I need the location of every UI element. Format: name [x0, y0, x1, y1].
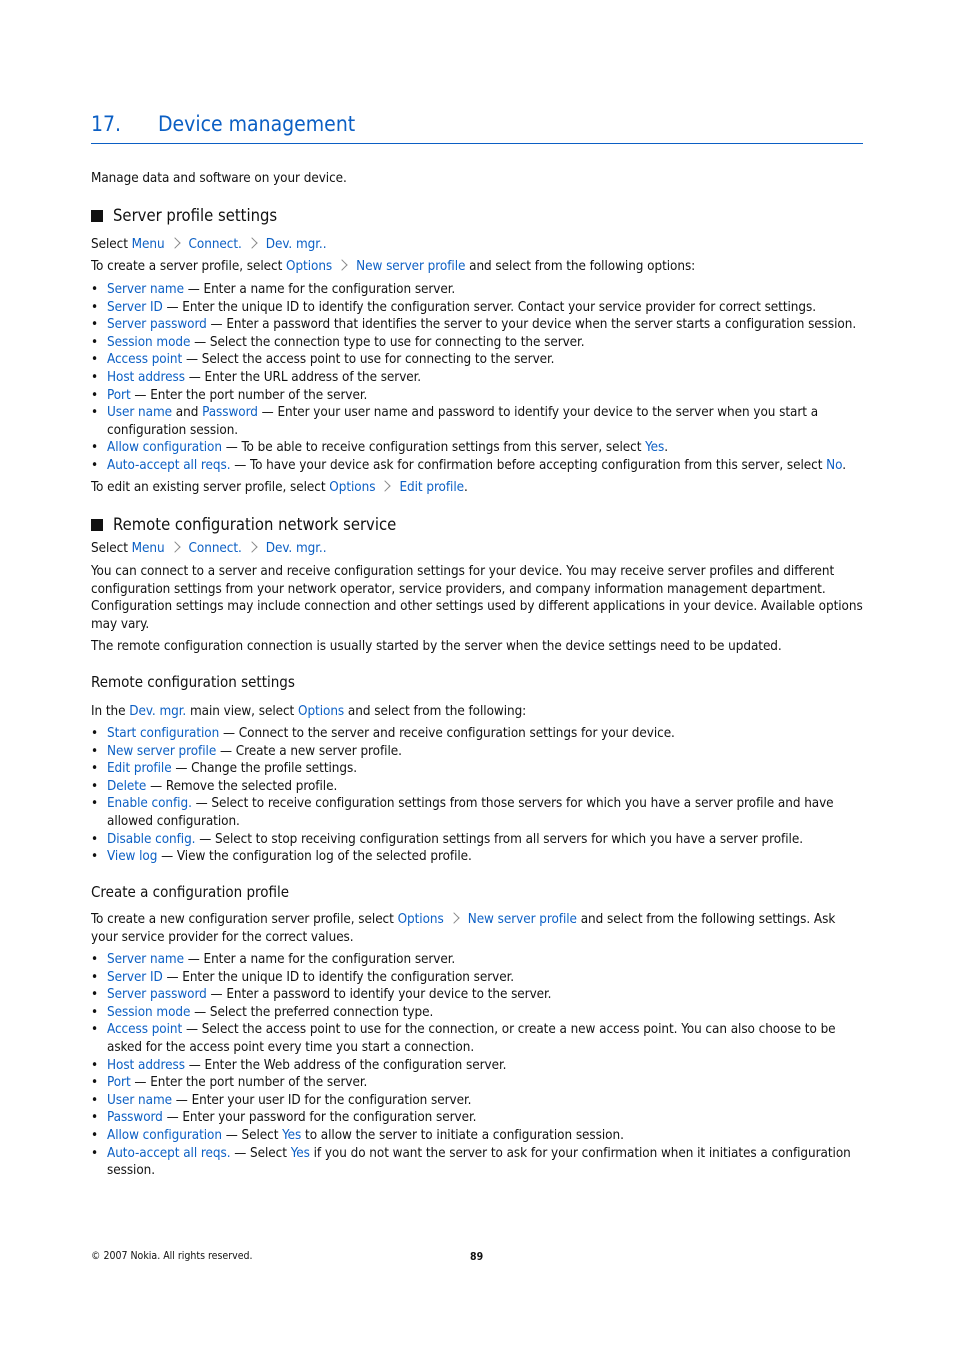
list-item: • Access point — Select the access point to use for connecting to the server. — [91, 351, 863, 369]
nav-path: Select Menu Connect. Dev. mgr.. — [91, 541, 327, 556]
remote-settings-list — [91, 725, 863, 866]
server-profile-options-list — [91, 281, 863, 475]
section-bullet-square — [91, 519, 103, 531]
list-item: • Port — Enter the port number of the server. — [91, 387, 863, 405]
connect-link[interactable]: Connect. — [188, 237, 242, 252]
list-item: • Server ID — Enter the unique ID to identify the configuration server. Contact your service provider for correct settings. — [91, 299, 863, 317]
section-bullet-square — [91, 210, 103, 222]
page-number: 89 — [470, 1251, 484, 1263]
list-item: • Access point — Select the access point to use for the connection, or create a new access point. You can also choose to be asked for the access point every time you start a connection. — [91, 1021, 863, 1056]
dev-mgr-link[interactable]: Dev. mgr. — [129, 704, 187, 719]
create-config-list — [91, 951, 863, 1180]
options-link[interactable]: Options — [298, 704, 345, 719]
list-item: • Auto-accept all reqs. — To have your device ask for confirmation before accepting configuration from this server, select No. — [91, 457, 863, 475]
create-profile-instruction: To create a server profile, select Options New server profile and select from the following options: — [91, 259, 696, 274]
options-link[interactable]: Options — [286, 259, 333, 274]
list-item: • Server name — Enter a name for the configuration server. — [91, 951, 863, 969]
list-item: • Port — Enter the port number of the server. — [91, 1074, 863, 1092]
list-item: • Enable config. — Select to receive configuration settings from those servers for which you have a server profile and have allowed configuration. — [91, 795, 863, 830]
new-server-profile-link[interactable]: New server profile — [356, 259, 466, 274]
options-link[interactable]: Options — [329, 480, 376, 495]
list-item: • Server password — Enter a password that identifies the server to your device when the server starts a configuration session. — [91, 316, 863, 334]
list-item: • Server name — Enter a name for the configuration server. — [91, 281, 863, 299]
menu-link[interactable]: Menu — [131, 541, 165, 556]
dev-mgr-link[interactable]: Dev. mgr.. — [265, 541, 327, 556]
connect-link[interactable]: Connect. — [188, 541, 242, 556]
section-heading-server-profile: Server profile settings — [91, 206, 863, 225]
remote-settings-intro: In the Dev. mgr. main view, select Options and select from the following: — [91, 704, 527, 719]
chapter-title: Device management — [158, 112, 356, 136]
remote-config-note: The remote configuration connection is usually started by the server when the device settings need to be updated. — [91, 639, 782, 654]
list-item: • Password — Enter your password for the configuration server. — [91, 1109, 863, 1127]
remote-config-description: You can connect to a server and receive configuration settings for your device. You may receive server profiles and different configuration settings from your network operator, service providers, and company information management department. Configuration settings may include connection and other settings used by different applications in your device. Available options may vary. — [91, 564, 863, 632]
chevron-right-icon — [246, 541, 257, 552]
create-config-intro: To create a new configuration server profile, select Options New server profile and select from the following settings. Ask your service provider for the correct values. — [91, 912, 836, 945]
options-link[interactable]: Options — [397, 912, 444, 927]
list-item: • Session mode — Select the connection type to use for connecting to the server. — [91, 334, 863, 352]
new-server-profile-link[interactable]: New server profile — [467, 912, 577, 927]
edit-profile-instruction: To edit an existing server profile, select Options Edit profile. — [91, 480, 468, 495]
chevron-right-icon — [169, 237, 180, 248]
list-item: • Delete — Remove the selected profile. — [91, 778, 863, 796]
chevron-right-icon — [448, 912, 459, 923]
list-item: • User name and Password — Enter your user name and password to identify your device to the server when you start a configuration session. — [91, 404, 863, 439]
footer-copyright: © 2007 Nokia. All rights reserved. — [91, 1250, 253, 1262]
subheading-create-config-profile: Create a configuration profile — [91, 883, 290, 901]
list-item: • Host address — Enter the URL address of the server. — [91, 369, 863, 387]
list-item: • Host address — Enter the Web address of the configuration server. — [91, 1057, 863, 1075]
edit-profile-link[interactable]: Edit profile — [399, 480, 465, 495]
chevron-right-icon — [246, 237, 257, 248]
chapter-heading — [91, 110, 863, 144]
nav-path: Select Menu Connect. Dev. mgr.. — [91, 237, 327, 252]
list-item: • View log — View the configuration log of the selected profile. — [91, 848, 863, 866]
list-item: • New server profile — Create a new server profile. — [91, 743, 863, 761]
chevron-right-icon — [337, 259, 348, 270]
list-item: • Server password — Enter a password to identify your device to the server. — [91, 986, 863, 1004]
list-item: • Start configuration — Connect to the server and receive configuration settings for your device. — [91, 725, 863, 743]
list-item: • Server ID — Enter the unique ID to identify the configuration server. — [91, 969, 863, 987]
chevron-right-icon — [169, 541, 180, 552]
list-item: • Allow configuration — Select Yes to allow the server to initiate a configuration session. — [91, 1127, 863, 1145]
list-item: • Edit profile — Change the profile settings. — [91, 760, 863, 778]
dev-mgr-link[interactable]: Dev. mgr.. — [265, 237, 327, 252]
menu-link[interactable]: Menu — [131, 237, 165, 252]
subheading-remote-config-settings: Remote configuration settings — [91, 673, 295, 691]
chevron-right-icon — [380, 480, 391, 491]
chapter-number: 17. — [91, 112, 122, 136]
list-item: • User name — Enter your user ID for the configuration server. — [91, 1092, 863, 1110]
list-item: • Allow configuration — To be able to receive configuration settings from this server, select Yes. — [91, 439, 863, 457]
list-item: • Disable config. — Select to stop receiving configuration settings from all servers for which you have a server profile. — [91, 831, 863, 849]
intro-text: Manage data and software on your device. — [91, 171, 347, 186]
section-heading-remote-config: Remote configuration network service — [91, 515, 863, 534]
list-item: • Auto-accept all reqs. — Select Yes if you do not want the server to ask for your confirmation when it initiates a configuration session. — [91, 1145, 863, 1180]
list-item: • Session mode — Select the preferred connection type. — [91, 1004, 863, 1022]
